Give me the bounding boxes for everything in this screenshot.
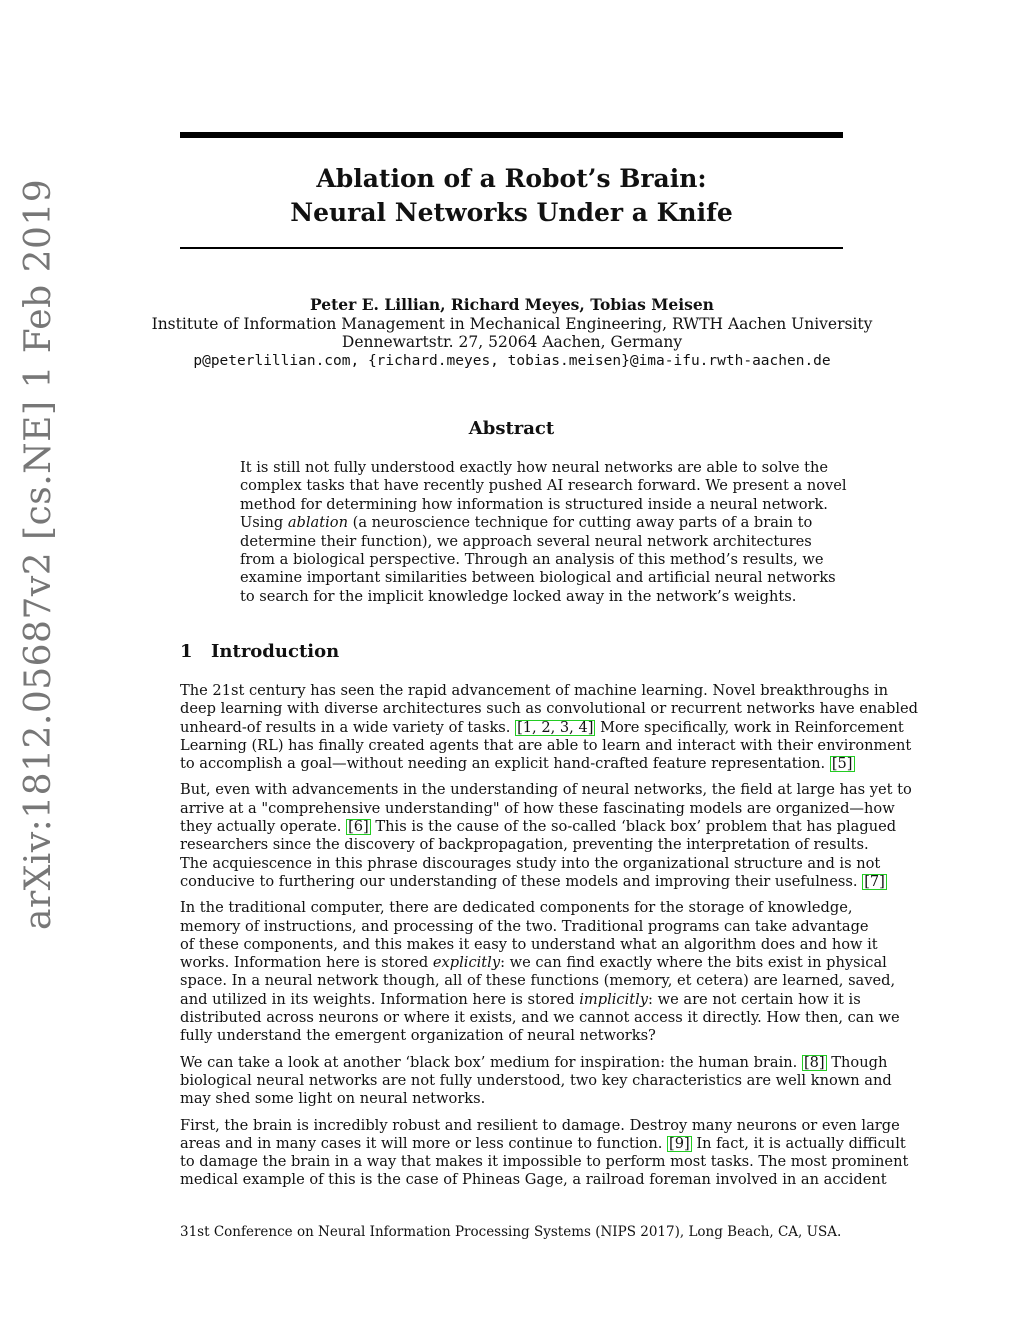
text-line: researchers since the discovery of backpropagation, preventing the interpretation of results. bbox=[180, 836, 869, 854]
text-line: The 21st century has seen the rapid advancement of machine learning. Novel breakthroughs in bbox=[180, 682, 889, 699]
text-line: conducive to furthering our understanding of these models and improving their usefulness. [7] bbox=[180, 872, 885, 890]
title-rule-top bbox=[180, 132, 843, 138]
affiliation: Institute of Information Management in Mechanical Engineering, RWTH Aachen University bbox=[151, 314, 873, 333]
text-line: areas and in many cases it will more or less continue to function. [9] In fact, it is actually difficult bbox=[180, 1134, 906, 1152]
abstract-line: Using ablation (a neuroscience technique for cutting away parts of a brain to bbox=[240, 514, 813, 532]
text-line: memory of instructions, and processing of the two. Traditional programs can take advantage bbox=[180, 917, 869, 935]
abstract-line: examine important similarities between biological and artificial neural networks bbox=[240, 569, 836, 587]
text-line: But, even with advancements in the understanding of neural networks, the field at large has yet to bbox=[180, 781, 912, 799]
text-line: distributed across neurons or where it exists, and we cannot access it directly. How then, can we bbox=[180, 1009, 900, 1027]
citation-link[interactable]: [8] bbox=[803, 1053, 825, 1071]
text-line: Learning (RL) has finally created agents that are able to learn and interact with their environment bbox=[180, 736, 912, 754]
arxiv-stamp: arXiv:1812.05687v2 [cs.NE] 1 Feb 2019 bbox=[18, 178, 59, 930]
text-line: First, the brain is incredibly robust and resilient to damage. Destroy many neurons or even large bbox=[180, 1116, 900, 1134]
text-line: unheard-of results in a wide variety of tasks. [1, 2, 3, 4] More specifically, work in Reinforcement bbox=[180, 718, 904, 736]
text-line: works. Information here is stored explicitly: we can find exactly where the bits exist in physical bbox=[180, 954, 887, 972]
citation-link[interactable]: [7] bbox=[864, 872, 885, 890]
abstract-line: complex tasks that have recently pushed AI research forward. We present a novel bbox=[240, 477, 847, 495]
footer-note: 31st Conference on Neural Information Processing Systems (NIPS 2017), Long Beach, CA, USA. bbox=[180, 1224, 842, 1240]
abstract-line: determine their function), we approach several neural network architectures bbox=[240, 532, 812, 550]
text-line: biological neural networks are not fully understood, two key characteristics are well known and bbox=[180, 1071, 892, 1089]
paragraph bbox=[180, 781, 912, 891]
abstract-line: method for determining how information is structured inside a neural network. bbox=[240, 495, 828, 513]
paragraph bbox=[180, 1116, 909, 1190]
text-line: may shed some light on neural networks. bbox=[180, 1090, 486, 1108]
paper-title bbox=[180, 162, 843, 230]
title-line-2: Neural Networks Under a Knife bbox=[290, 198, 733, 227]
section-title: Introduction bbox=[211, 641, 340, 662]
author-names: Peter E. Lillian, Richard Meyes, Tobias Meisen bbox=[310, 295, 714, 314]
text-line: arrive at a "comprehensive understanding" of how these fascinating models are organized—how bbox=[180, 799, 895, 817]
citation-link[interactable]: [9] bbox=[669, 1134, 690, 1152]
paragraph bbox=[180, 682, 918, 773]
abstract-line: It is still not fully understood exactly how neural networks are able to solve the bbox=[240, 459, 829, 476]
section-number: 1 bbox=[180, 641, 193, 662]
title-rule-bottom bbox=[180, 247, 843, 249]
text-line: they actually operate. [6] This is the cause of the so-called ‘black box’ problem that has plagued bbox=[180, 818, 897, 836]
introduction-body bbox=[180, 682, 918, 1198]
paragraph bbox=[180, 1053, 892, 1109]
paragraph bbox=[180, 899, 900, 1045]
text-line: We can take a look at another ‘black box’ medium for inspiration: the human brain. [8] Though bbox=[180, 1053, 888, 1071]
text-line: to accomplish a goal—without needing an explicit hand-crafted feature representation. [5] bbox=[180, 755, 853, 773]
text-line: The acquiescence in this phrase discourages study into the organizational structure and is not bbox=[180, 854, 881, 872]
text-line: deep learning with diverse architectures such as convolutional or recurrent networks have enabled bbox=[180, 700, 918, 718]
citation-link[interactable]: [5] bbox=[831, 755, 853, 773]
text-line: fully understand the emergent organization of neural networks? bbox=[180, 1027, 656, 1045]
abstract-line: to search for the implicit knowledge locked away in the network’s weights. bbox=[240, 587, 797, 605]
abstract-heading: Abstract bbox=[468, 418, 555, 439]
text-line: medical example of this is the case of Phineas Gage, a railroad foreman involved in an accident bbox=[180, 1171, 887, 1189]
abstract-line: from a biological perspective. Through an analysis of this method’s results, we bbox=[240, 551, 824, 569]
title-line-1: Ablation of a Robot’s Brain: bbox=[316, 164, 707, 193]
text-line: of these components, and this makes it easy to understand what an algorithm does and how it bbox=[180, 935, 878, 953]
citation-link[interactable]: [1, 2, 3, 4] bbox=[517, 718, 594, 736]
address: Dennewartstr. 27, 52064 Aachen, Germany bbox=[341, 333, 683, 351]
text-line: to damage the brain in a way that makes it impossible to perform most tasks. The most prominent bbox=[180, 1153, 909, 1171]
abstract-body bbox=[240, 459, 847, 606]
citation-link[interactable]: [6] bbox=[348, 818, 369, 836]
text-line: and utilized in its weights. Information here is stored implicitly: we are not certain how it is bbox=[180, 990, 861, 1008]
section-heading bbox=[180, 641, 339, 662]
text-line: In the traditional computer, there are dedicated components for the storage of knowledge, bbox=[180, 899, 853, 917]
author-emails: p@peterlillian.com, {richard.meyes, tobias.meisen}@ima-ifu.rwth-aachen.de bbox=[193, 352, 831, 369]
author-block bbox=[150, 296, 874, 370]
text-line: space. In a neural network though, all of these functions (memory, et cetera) are learned, saved, bbox=[180, 972, 896, 990]
